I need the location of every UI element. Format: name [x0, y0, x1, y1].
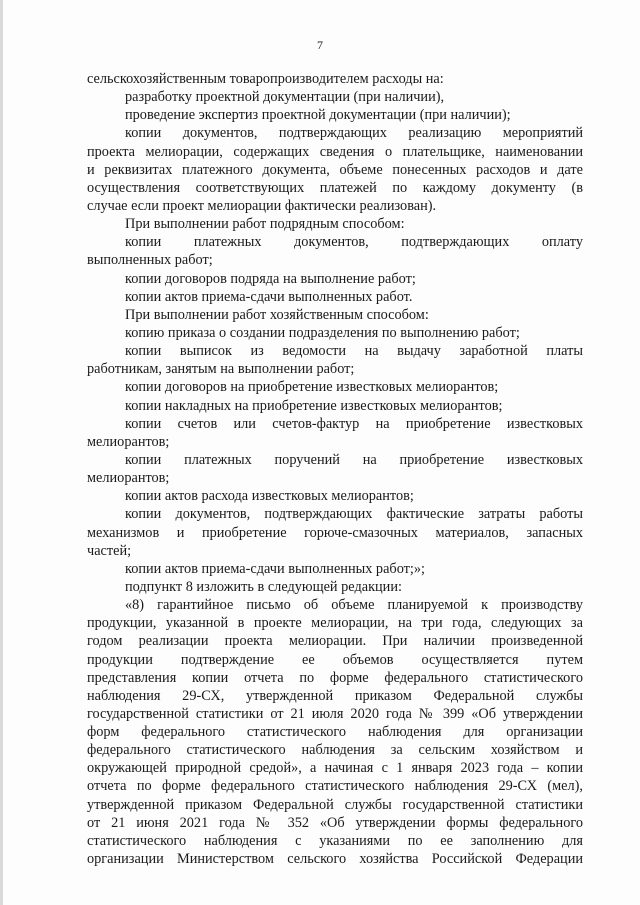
page-left-edge	[0, 0, 3, 905]
text-line: сельскохозяйственным товаропроизводителем расходы на:	[87, 71, 444, 87]
text-line: копии актов расхода известковых мелиорантов;	[125, 488, 414, 505]
text-line: работникам, занятым на выполнении работ;	[87, 361, 355, 378]
text-line: подпункт 8 изложить в следующей редакции:	[125, 578, 402, 595]
text-line: федерального статистического наблюдения за сельским хозяйством и	[87, 742, 583, 759]
text-line: копии договоров на приобретение известковых мелиорантов;	[125, 379, 499, 396]
text-line: годом реализации проекта мелиорации. При наличии произведенной	[87, 633, 583, 650]
text-line: «8) гарантийное письмо об объеме планируемой к производству	[125, 597, 583, 614]
text-line: мелиорантов;	[87, 470, 170, 487]
text-line: При выполнении работ хозяйственным способом:	[125, 306, 429, 323]
text-line: копии актов приема-сдачи выполненных работ.	[125, 288, 413, 305]
text-line: копии документов, подтверждающих реализацию мероприятий	[125, 125, 583, 142]
text-line: представления копии отчета по форме федерального статистического	[87, 669, 583, 686]
text-line: отчета по форме федерального статистического наблюдения 29-СХ (мел),	[87, 778, 583, 795]
text-line: выполненных работ;	[87, 252, 213, 269]
text-line: продукции подтверждение ее объемов осуществляется путем	[87, 651, 583, 668]
text-line: статистического наблюдения с указаниями по ее заполнению для	[87, 832, 583, 849]
text-line: частей;	[87, 542, 132, 559]
text-line: форм федерального статистического наблюдения для организации	[87, 724, 583, 741]
text-line: копии платежных документов, подтверждающих оплату	[125, 234, 583, 251]
text-line: копии актов приема-сдачи выполненных работ;»;	[125, 560, 425, 577]
text-line: проекта мелиорации, содержащих сведения о плательщике, наименовании	[87, 143, 583, 160]
text-line: наблюдения 29-СХ, утвержденной приказом Федеральной службы	[87, 687, 583, 704]
text-line: копии выписок из ведомости на выдачу заработной платы	[125, 343, 583, 360]
page-number: 7	[317, 38, 323, 52]
text-line: от 21 июня 2021 года № 352 «Об утверждении формы федерального	[87, 814, 583, 831]
text-line: При выполнении работ подрядным способом:	[125, 216, 405, 233]
text-line: копию приказа о создании подразделения по выполнению работ;	[125, 324, 520, 341]
text-line: окружающей природной средой», а начиная с 1 января 2023 года – копии	[87, 760, 583, 777]
text-line: государственной статистики от 21 июля 2020 года № 399 «Об утверждении	[87, 705, 583, 722]
text-line: копии накладных на приобретение известковых мелиорантов;	[125, 397, 503, 414]
text-line: осуществления соответствующих платежей по каждому документу (в	[87, 179, 583, 196]
text-line: механизмов и приобретение горюче-смазочных материалов, запасных	[87, 524, 583, 541]
text-line: утвержденной приказом Федеральной службы государственной статистики	[87, 796, 583, 813]
text-line: организации Министерством сельского хозяйства Российской Федерации	[87, 851, 583, 868]
text-line: разработку проектной документации (при наличии),	[125, 89, 445, 106]
text-line: копии договоров подряда на выполнение работ;	[125, 270, 416, 287]
text-line: копии документов, подтверждающих фактические затраты работы	[125, 506, 583, 523]
text-line: случае если проект мелиорации фактически реализован).	[87, 197, 437, 214]
text-line: копии платежных поручений на приобретение известковых	[125, 451, 583, 468]
text-line: продукции, указанной в проекте мелиорации, на три года, следующих за	[87, 615, 583, 632]
document-body	[87, 70, 583, 868]
text-line: проведение экспертиз проектной документации (при наличии);	[125, 107, 511, 124]
text-line: и реквизитах платежного документа, объеме понесенных расходов и дате	[87, 161, 583, 178]
text-line: мелиорантов;	[87, 433, 170, 450]
text-line: копии счетов или счетов-фактур на приобретение известковых	[125, 415, 583, 432]
